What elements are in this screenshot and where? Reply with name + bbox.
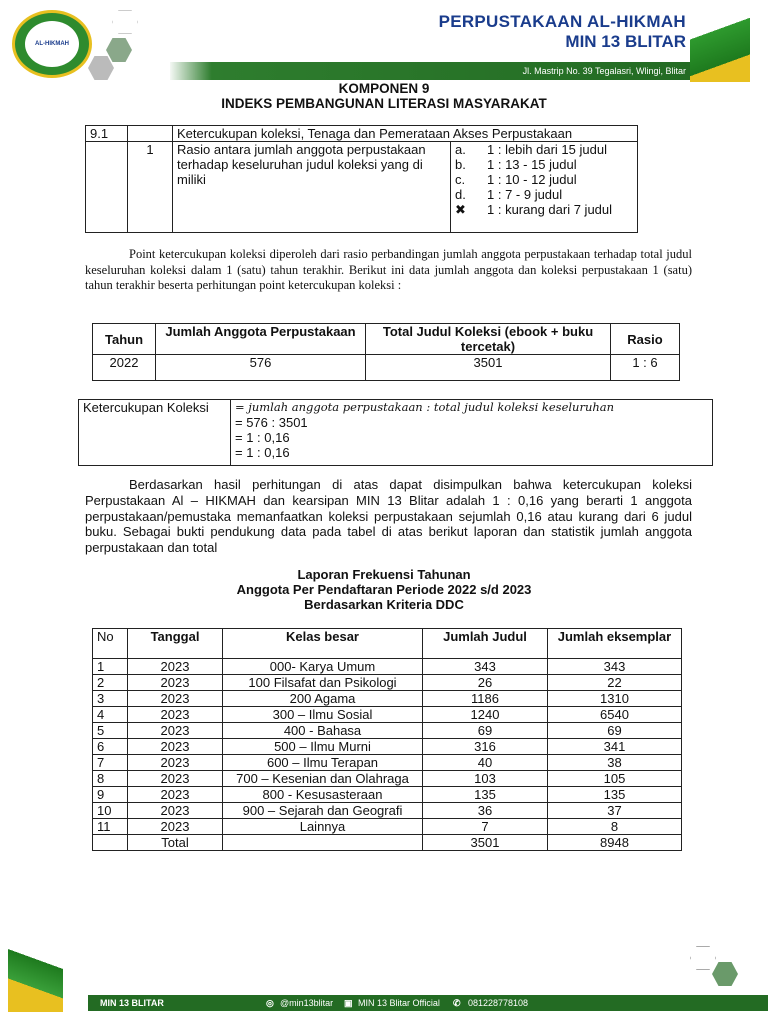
phone-icon: ✆	[453, 998, 461, 1008]
option-text: 1 : kurang dari 7 judul	[487, 202, 613, 217]
table-cell: 103	[423, 771, 548, 787]
table-row	[93, 787, 682, 803]
table-cell: 8948	[548, 835, 682, 851]
criteria-option	[455, 157, 633, 172]
table-cell: 5	[93, 723, 128, 739]
cell: 2022	[93, 355, 156, 381]
cell: 576	[156, 355, 366, 381]
criteria-option	[455, 172, 633, 187]
hexagon-decoration	[712, 962, 738, 986]
table-row	[93, 755, 682, 771]
calc-line: = 1 : 0,16	[235, 430, 290, 445]
total-row	[93, 835, 682, 851]
hexagon-decoration	[88, 56, 114, 80]
table-row	[93, 819, 682, 835]
table-cell	[93, 835, 128, 851]
library-logo: AL-HIKMAH	[12, 10, 92, 78]
th-anggota: Jumlah Anggota Perpustakaan	[156, 324, 366, 355]
report-subtitle-2: Berdasarkan Kriteria DDC	[304, 597, 464, 612]
table-cell: 1	[93, 659, 128, 675]
footer-phone: 081228778108	[468, 998, 529, 1008]
hexagon-decoration	[112, 10, 138, 34]
table-cell: 7	[93, 755, 128, 771]
table-cell: 500 – Ilmu Murni	[223, 739, 423, 755]
option-letter: b.	[455, 157, 466, 172]
doc-title: KOMPONEN 9	[338, 81, 430, 96]
option-text: 1 : 13 - 15 judul	[487, 157, 577, 172]
table-cell: 800 - Kesusasteraan	[223, 787, 423, 803]
option-text: 1 : 7 - 9 judul	[487, 187, 563, 202]
table-cell: 400 - Bahasa	[223, 723, 423, 739]
cell: 3501	[366, 355, 611, 381]
table-cell: 3	[93, 691, 128, 707]
table-row	[93, 771, 682, 787]
table-cell: 3501	[423, 835, 548, 851]
th-eksemplar: Jumlah eksemplar	[548, 629, 682, 659]
report-title: Laporan Frekuensi Tahunan	[297, 567, 471, 582]
table-cell: 2023	[128, 675, 223, 691]
instagram-icon: ◎	[266, 998, 274, 1008]
criteria-num: 1	[128, 142, 173, 233]
criteria-code: 9.1	[86, 126, 128, 142]
table-row	[93, 803, 682, 819]
table-row	[93, 675, 682, 691]
header-stripes	[690, 12, 750, 82]
criteria-heading: Ketercukupan koleksi, Tenaga dan Pemerataan Akses Perpustakaan	[173, 126, 638, 142]
table-cell: 1310	[548, 691, 682, 707]
table-cell: 135	[423, 787, 548, 803]
table-cell: 2023	[128, 771, 223, 787]
option-letter: c.	[455, 172, 466, 187]
hexagon-decoration	[106, 38, 132, 62]
table-cell: 900 – Sejarah dan Geografi	[223, 803, 423, 819]
criteria-desc: Rasio antara jumlah anggota perpustakaan terhadap keseluruhan judul koleksi yang di miliki	[173, 142, 451, 233]
option-text: 1 : lebih dari 15 judul	[487, 142, 607, 157]
table-cell: 2	[93, 675, 128, 691]
th-no: No	[93, 629, 128, 659]
footer-stripes	[8, 948, 63, 1012]
table-cell: 700 – Kesenian dan Olahraga	[223, 771, 423, 787]
report-subtitle: Anggota Per Pendaftaran Periode 2022 s/d 2023	[236, 582, 532, 597]
criteria-table	[85, 125, 638, 233]
option-text: 1 : 10 - 12 judul	[487, 172, 577, 187]
table-cell: 200 Agama	[223, 691, 423, 707]
table-cell: 6	[93, 739, 128, 755]
table-cell: 105	[548, 771, 682, 787]
table-cell: 343	[423, 659, 548, 675]
table-cell: 26	[423, 675, 548, 691]
th-koleksi: Total Judul Koleksi (ebook + buku tercetak)	[366, 324, 611, 355]
calc-line: = 1 : 0,16	[235, 445, 290, 460]
table-cell	[223, 835, 423, 851]
table-cell: 10	[93, 803, 128, 819]
footer-instagram: @min13blitar	[280, 998, 334, 1008]
table-cell: 2023	[128, 691, 223, 707]
table-cell: 6540	[548, 707, 682, 723]
criteria-options	[451, 142, 638, 233]
table-row	[93, 723, 682, 739]
table-cell: 2023	[128, 659, 223, 675]
table-row	[93, 659, 682, 675]
table-cell: 316	[423, 739, 548, 755]
table-cell: 1240	[423, 707, 548, 723]
table-cell: 8	[93, 771, 128, 787]
table-cell: 2023	[128, 723, 223, 739]
table-cell: 1186	[423, 691, 548, 707]
table-row	[93, 691, 682, 707]
table-cell: 40	[423, 755, 548, 771]
ddc-table	[92, 628, 682, 851]
th-tanggal: Tanggal	[128, 629, 223, 659]
criteria-option	[455, 187, 633, 202]
option-letter: d.	[455, 187, 466, 202]
table-cell: 36	[423, 803, 548, 819]
brand-school: MIN 13 BLITAR	[565, 32, 686, 51]
table-cell: 37	[548, 803, 682, 819]
th-tahun: Tahun	[93, 324, 156, 355]
table-cell: 7	[423, 819, 548, 835]
doc-subtitle: INDEKS PEMBANGUNAN LITERASI MASYARAKAT	[221, 96, 547, 111]
brand-name: PERPUSTAKAAN AL-HIKMAH	[438, 12, 686, 31]
calc-table	[78, 399, 713, 466]
table-cell: Lainnya	[223, 819, 423, 835]
address: Jl. Mastrip No. 39 Tegalasri, Wlingi, Blitar	[522, 66, 686, 76]
ratio-table	[92, 323, 680, 381]
calc-label: Ketercukupan Koleksi	[79, 400, 231, 466]
table-cell: 2023	[128, 787, 223, 803]
table-cell: 300 – Ilmu Sosial	[223, 707, 423, 723]
table-cell: 9	[93, 787, 128, 803]
footer-youtube: MIN 13 Blitar Official	[358, 998, 440, 1008]
calc-line: = 576 : 3501	[235, 415, 308, 430]
th-rasio: Rasio	[611, 324, 680, 355]
table-cell: 600 – Ilmu Terapan	[223, 755, 423, 771]
th-kelas: Kelas besar	[223, 629, 423, 659]
th-judul: Jumlah Judul	[423, 629, 548, 659]
table-row	[93, 707, 682, 723]
table-cell: 8	[548, 819, 682, 835]
paragraph-1: Point ketercukupan koleksi diperoleh dari rasio perbandingan jumlah anggota perpustakaan terhadap total judul keseluruhan koleksi dalam 1 (satu) tahun terakhir. Berikut ini data jumlah anggota dan koleksi perpustakaan 1 (satu) tahun terakhir beserta perhitungan point ketercukupan koleksi :	[85, 247, 692, 292]
footer-name: MIN 13 BLITAR	[100, 998, 164, 1008]
youtube-icon: ▣	[344, 998, 353, 1008]
table-cell: 2023	[128, 707, 223, 723]
table-cell: 4	[93, 707, 128, 723]
table-cell: 38	[548, 755, 682, 771]
criteria-option	[455, 142, 633, 157]
table-cell: 341	[548, 739, 682, 755]
table-cell: 2023	[128, 819, 223, 835]
table-cell: 2023	[128, 755, 223, 771]
table-cell: 135	[548, 787, 682, 803]
table-cell: 100 Filsafat dan Psikologi	[223, 675, 423, 691]
table-cell: 2023	[128, 739, 223, 755]
hexagon-decoration	[690, 946, 716, 970]
paragraph-2: Berdasarkan hasil perhitungan di atas dapat disimpulkan bahwa ketercukupan koleksi Perpustakaan Al – HIKMAH dan kearsipan MIN 13 Blitar adalah 1 : 0,16 yang berarti 1 anggota perpustakaan/pemustaka memanfaatkan koleksi perpustakaan sejumlah 0,16 atau kurang dari 6 judul buku. Sebagai bukti pendukung data pada tabel di atas berikut laporan dan statistik jumlah anggota perpustakaan dan total	[85, 477, 692, 556]
table-cell: 000- Karya Umum	[223, 659, 423, 675]
table-cell: 69	[548, 723, 682, 739]
cross-mark-icon: ✖	[455, 202, 466, 217]
cell: 1 : 6	[611, 355, 680, 381]
table-cell: 11	[93, 819, 128, 835]
table-cell: 2023	[128, 803, 223, 819]
table-row	[93, 739, 682, 755]
footer-bar	[88, 995, 768, 1011]
table-cell: 69	[423, 723, 548, 739]
table-cell: Total	[128, 835, 223, 851]
table-cell: 22	[548, 675, 682, 691]
option-letter: a.	[455, 142, 466, 157]
criteria-option	[455, 202, 633, 217]
table-cell: 343	[548, 659, 682, 675]
calc-formula: = jumlah anggota perpustakaan : total judul koleksi keseluruhan	[235, 400, 615, 414]
